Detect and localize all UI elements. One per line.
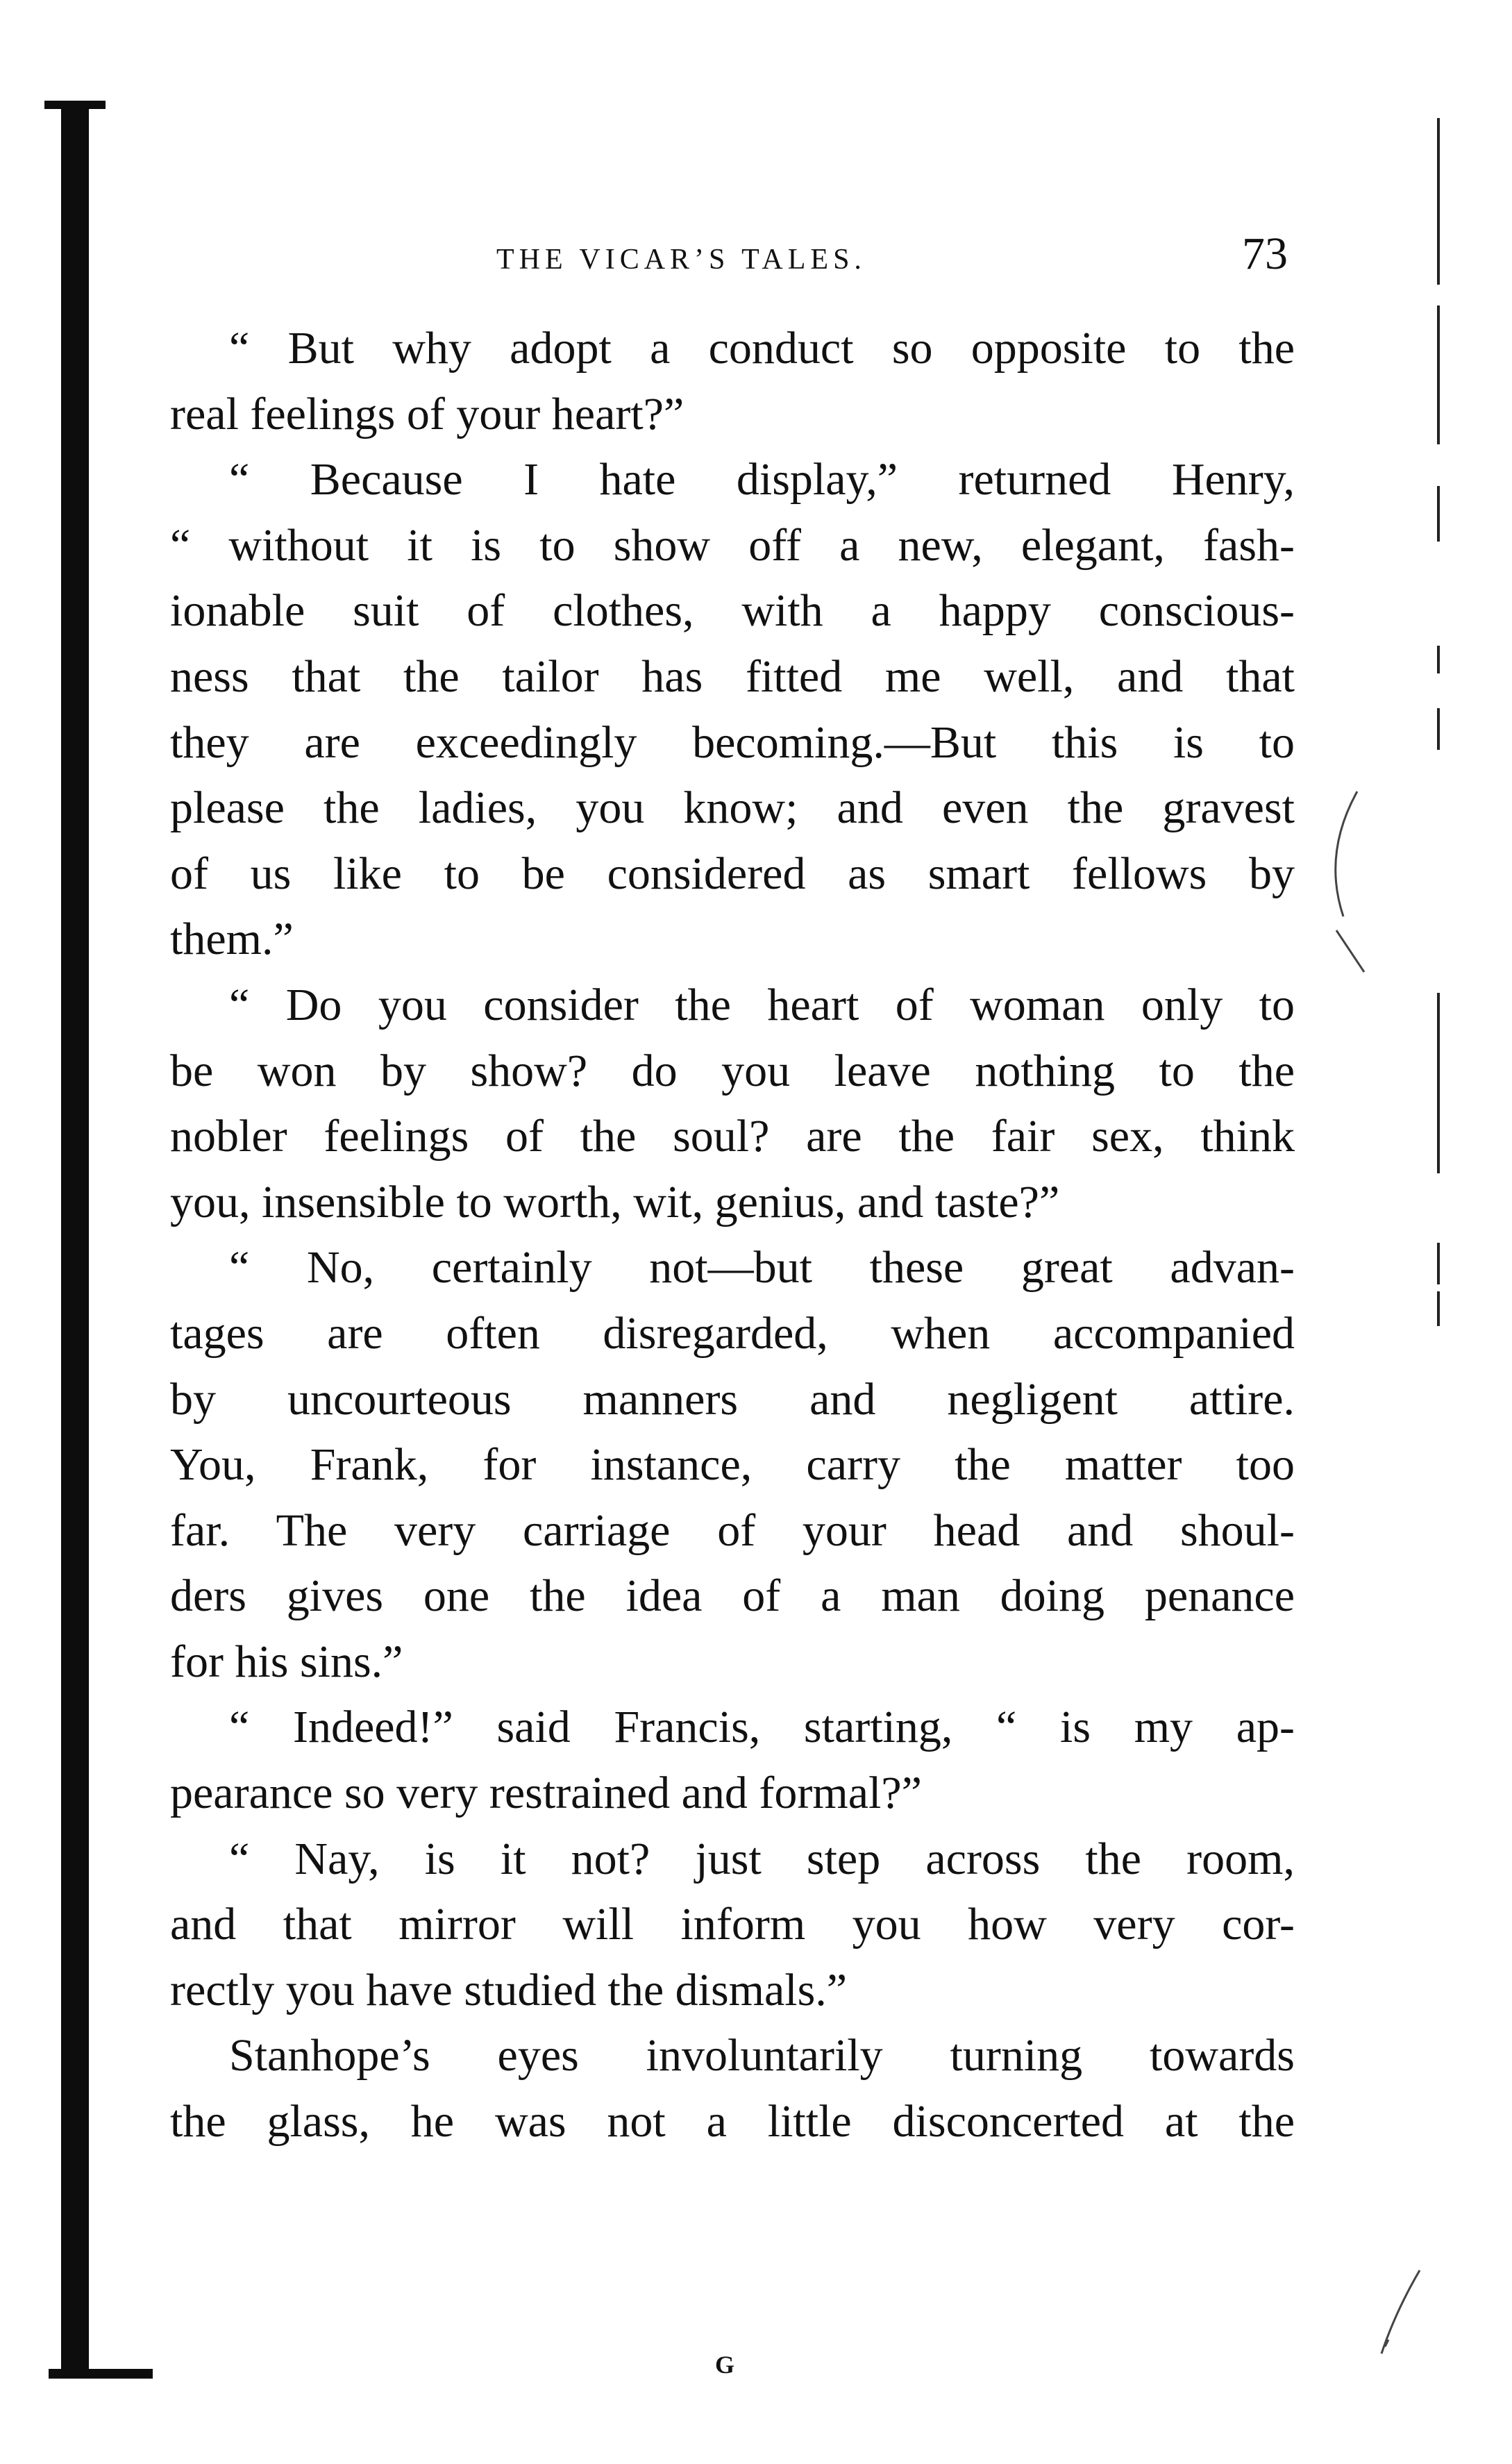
text-line: “ No, certainly not—but these great advan- [229, 1242, 1295, 1293]
text-line: and that mirror will inform you how very cor- [170, 1899, 1295, 1950]
text-line: please the ladies, you know; and even the gravest [170, 782, 1295, 834]
text-line: the glass, he was not a little disconcerted at the [170, 2096, 1295, 2147]
signature-mark: G [715, 2351, 737, 2379]
text-line: ders gives one the idea of a man doing penance [170, 1570, 1295, 1622]
text-line: tages are often disregarded, when accompanied [170, 1307, 1295, 1359]
text-line: “ without it is to show off a new, elegant, fash- [170, 519, 1295, 571]
running-header [170, 222, 1316, 292]
text-line: “ But why adopt a conduct so opposite to the [229, 323, 1295, 374]
running-title: THE VICAR’S TALES. [496, 244, 866, 276]
text-line: rectly you have studied the dismals.” [170, 1964, 848, 2015]
body-text [170, 316, 1295, 2155]
text-line: ness that the tailor has fitted me well, and that [170, 651, 1295, 702]
text-line: be won by show? do you leave nothing to the [170, 1045, 1295, 1096]
text-line: ionable suit of clothes, with a happy conscious- [170, 585, 1295, 637]
text-line: “ Indeed!” said Francis, starting, “ is my ap- [229, 1702, 1295, 1753]
text-line: them.” [170, 914, 294, 965]
text-line: nobler feelings of the soul? are the fair sex, think [170, 1111, 1295, 1162]
text-line: “ Nay, is it not? just step across the room, [229, 1833, 1295, 1884]
text-line: real feelings of your heart?” [170, 388, 684, 439]
text-line: “ Because I hate display,” returned Henry, [229, 454, 1295, 505]
text-line: they are exceedingly becoming.—But this is to [170, 716, 1295, 768]
text-line: you, insensible to worth, wit, genius, and taste?” [170, 1176, 1060, 1227]
text-line: far. The very carriage of your head and shoul- [170, 1505, 1295, 1556]
text-line: Stanhope’s eyes involuntarily turning towards [229, 2030, 1295, 2081]
text-line: You, Frank, for instance, carry the matter too [170, 1439, 1295, 1491]
text-line: “ Do you consider the heart of woman only to [229, 979, 1295, 1030]
text-line: of us like to be considered as smart fellows by [170, 848, 1295, 899]
page-number: 73 [1242, 228, 1288, 279]
text-line: for his sins.” [170, 1636, 403, 1687]
text-line: pearance so very restrained and formal?” [170, 1768, 922, 1819]
text-line: by uncourteous manners and negligent attire. [170, 1373, 1295, 1425]
